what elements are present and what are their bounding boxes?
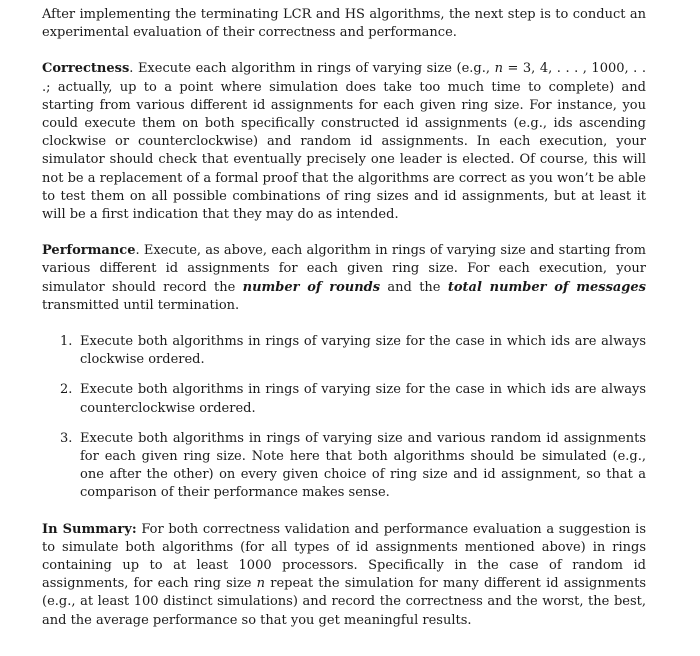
correctness-heading: Correctness [42,61,130,77]
performance-text-2: and the [380,279,448,295]
performance-paragraph [42,242,646,315]
list-item-number: 1. [60,334,73,350]
summary-text-1: For both correctness validation and performance evaluation a suggestion is to simulate both algorithms (for all types of id assignments mentioned above) in rings containing up to at least 1000 processors. Specifically in the case of random id assignments, for each ring size [42,521,646,592]
summary-text-2: repeat the simulation for many different id assignments (e.g., at least 100 distinct simulations) and record the correctness and the worst, the best, and the average performance so that you get meaningful results. [42,576,646,628]
variable-n: n [256,576,266,592]
experiment-list [42,333,646,503]
performance-text-1: . Execute, as above, each algorithm in rings of varying size and starting from various different id assignments for each given ring size. For each execution, your simulator should record the [42,243,646,295]
list-item-text: Execute both algorithms in rings of varying size for the case in which ids are always counterclockwise ordered. [80,382,646,416]
document-page [42,6,646,630]
list-item-text: Execute both algorithms in rings of varying size and various random id assignments for each given ring size. Note here that both algorithms should be simulated (e.g., one after the other) on every given choice of ring size and id assignment, so that a comparison of their performance makes sense. [80,430,646,501]
number-of-rounds-emphasis: number of rounds [242,279,381,295]
correctness-text-1: . Execute each algorithm in rings of varying size (e.g., [129,61,495,77]
variable-n: n [494,61,503,77]
performance-heading: Performance [42,243,136,259]
correctness-text-2: = 3, 4, . . . , 1000, . . .; actually, up to a point where simulation does take too much time to complete) and starting from various different id assignments for each given ring size. For instance, you could execute them on both specifically constructed id assignments (e.g., ids ascending clockwise or counterclockwise) and random id assignments. In each execution, your simulator should check that eventually precisely one leader is elected. Of course, this will not be a replacement of a formal proof that the algorithms are correct as you won’t be able to test them on all possible combinations of ring sizes and id assignments, but at least it will be a first indication that they may do as intended. [42,61,646,223]
summary-paragraph [42,521,646,630]
intro-paragraph: After implementing the terminating LCR and HS algorithms, the next step is to conduct an experimental evaluation of their correctness and performance. [42,7,646,41]
list-item-number: 2. [60,382,73,398]
list-item [42,381,646,417]
correctness-paragraph [42,60,646,224]
list-item-text: Execute both algorithms in rings of varying size for the case in which ids are always clockwise ordered. [80,334,646,368]
total-messages-emphasis: total number of messages [447,279,646,295]
list-item-number: 3. [60,430,73,446]
performance-text-3: transmitted until termination. [42,297,240,313]
list-item [42,430,646,503]
list-item [42,333,646,369]
summary-heading: In Summary: [42,521,137,537]
